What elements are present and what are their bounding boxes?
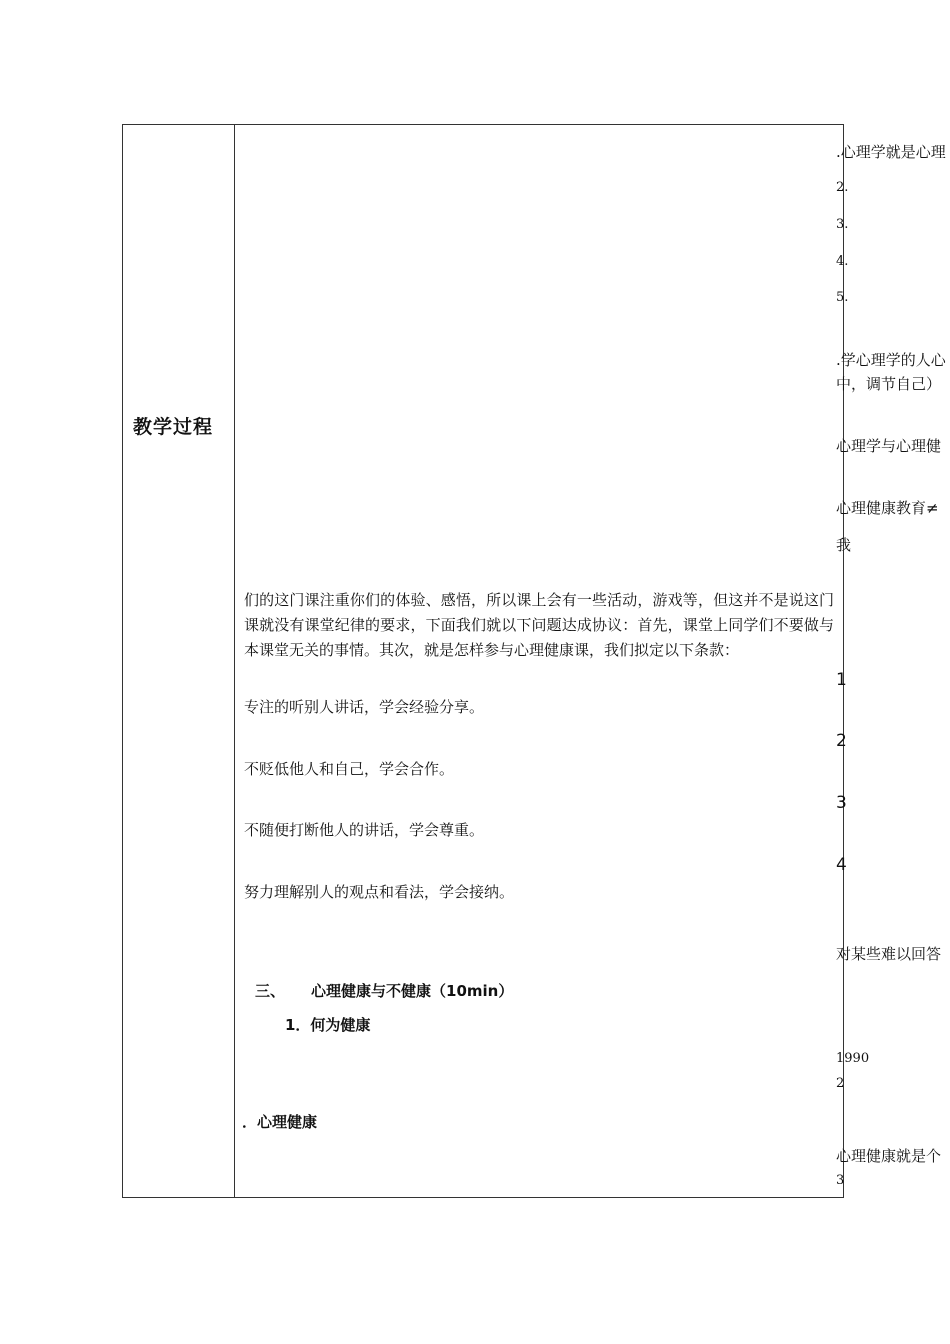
overflow-line: .学心理学的人心 [836,351,946,369]
overflow-number: 1 [836,670,847,690]
overflow-line: 4. [836,254,849,269]
overflow-line: 心理学与心理健 [836,437,942,455]
intro-paragraph: 们的这门课注重你们的体验、感悟，所以课上会有一些活动，游戏等，但这并不是说这门课就没有课堂纪律的要求，下面我们就以下问题达成协议：首先，课堂上同学们不要做与本课堂无关的事情。其次，就是怎样参与心理健康课，我们拟定以下条款： [244,591,834,659]
subsection-1-title: 1．何为健康 [285,1016,371,1034]
rule-item: 专注的听别人讲话，学会经验分享。 [244,698,485,716]
overflow-line: 心理健康教育≠ [836,499,939,517]
overflow-line: 5. [836,290,849,305]
section-3-title: 心理健康与不健康（10min） [311,982,514,1000]
overflow-line: 中，调节自己） [836,375,942,393]
rule-item: 不随便打断他人的讲话，学会尊重。 [244,821,485,839]
table-column-divider [234,124,235,1198]
row-label-teaching-process: 教学过程 [133,416,214,438]
subsection-2-title: ．心理健康 [242,1113,318,1131]
overflow-number: 2 [836,731,847,751]
overflow-line: 3. [836,217,849,232]
section-3-number: 三、 [255,982,286,1000]
rule-item: 努力理解别人的观点和看法，学会接纳。 [244,883,515,901]
overflow-number: 3 [836,793,847,813]
overflow-line: 3 [836,1173,845,1188]
rule-item: 不贬低他人和自己，学会合作。 [244,760,455,778]
overflow-line: 我 [836,536,852,554]
overflow-line: 心理健康就是个 [836,1147,942,1165]
overflow-number: 4 [836,855,847,875]
overflow-line: 2. [836,180,849,195]
overflow-line: .心理学就是心理 [836,143,946,161]
overflow-column [836,0,950,1344]
overflow-line: 对某些难以回答 [836,945,942,963]
overflow-line: 1990 [836,1051,870,1066]
overflow-line: 2 [836,1076,845,1091]
